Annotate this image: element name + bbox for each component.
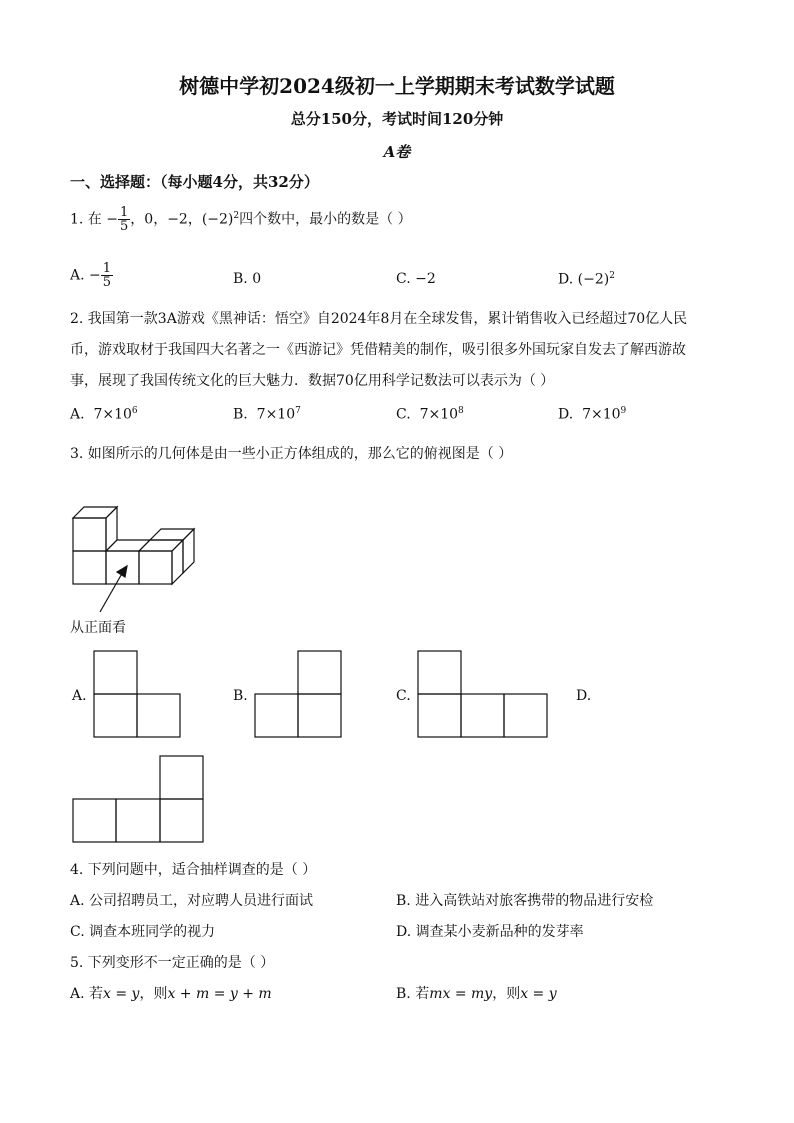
q3-stem: 3. 如图所示的几何体是由一些小正方体组成的，那么它的俯视图是（ ） [70,446,513,462]
q2-opt-b-exp: 7 [295,406,301,416]
q2-line-3: 事，展现了我国传统文化的巨大魅力．数据70亿用科学记数法可以表示为（ ） [70,373,555,389]
section-heading: 一、选择题：（每小题4分，共32分） [70,173,319,191]
q1-opt-a-den: 5 [102,275,112,290]
exam-info: 总分150分，考试时间120分钟 [290,110,504,128]
q5-stem: 5. 下列变形不一定正确的是（ ） [70,955,275,971]
q2-opt-a-base: 7×10 [93,406,132,423]
opt-d-square [160,799,203,842]
q4-stem: 4. 下列问题中，适合抽样调查的是（ ） [70,862,317,878]
q5-opt-a-mid: ，则 [139,986,168,1002]
q4-option-a: A. 公司招聘员工，对应聘人员进行面试 [70,893,314,909]
q3-caption: 从正面看 [70,620,126,636]
q2-opt-c-base: 7×10 [419,406,459,423]
q1-opt-d-base: (−2) [577,271,610,288]
q1-opt-a-num: 1 [102,261,112,276]
volume-label: A卷 [383,143,411,161]
q2-opt-d-exp: 9 [620,406,627,416]
q2-line-1: 2. 我国第一款3A游戏《黑神话：悟空》自2024年8月在全球发售，累计销售收入已经超过70亿人民 [70,311,688,327]
q4-option-b: B. 进入高铁站对旅客携带的物品进行安检 [396,893,654,909]
q3-option-d-label: D. [576,688,592,704]
q2-opt-b-base: 7×10 [256,406,296,423]
opt-d-square [116,799,160,842]
opt-d-square [73,799,116,842]
q2-opt-a-exp: 6 [131,406,138,416]
q5-opt-b-mid: ，则 [492,986,521,1002]
q5-option-b [396,983,557,1003]
q1-mid: ，0，−2， [130,211,202,228]
q5-opt-b-cond: mx = my [429,986,493,1002]
q1-power-exp: 2 [233,210,240,221]
q1-neg-sign: − [106,211,118,228]
q2-opt-c-label: C. [396,406,411,423]
page-title: 树德中学初2024级初一上学期期末考试数学试题 [179,74,615,98]
q5-opt-a-result: x + m = y + m [167,986,272,1002]
q5-opt-b-result: x = y [520,986,557,1002]
q5-opt-a-label: A. 若 [70,986,104,1002]
q1-frac-den: 5 [120,219,129,234]
q3-option-a-label: A. [72,688,87,704]
q5-opt-a-cond: x = y [103,986,140,1002]
q1-option-b: B. 0 [233,271,262,287]
q2-opt-d-base: 7×10 [582,406,621,423]
q5-option-a [70,983,272,1003]
q1-frac-num: 1 [120,205,129,220]
q2-opt-b-label: B. [233,406,248,423]
q1-option-c: C. −2 [396,271,436,287]
q5-opt-b-label: B. 若 [396,986,430,1002]
q3-option-c-label: C. [396,688,411,704]
q1-prefix: 1. 在 [70,211,102,228]
q1-suffix: 四个数中，最小的数是（ ） [239,211,412,228]
q1-power-base: (−2) [201,211,234,228]
q4-option-d: D. 调查某小麦新品种的发芽率 [396,924,584,940]
q1-opt-d-label: D. [558,271,574,288]
q2-opt-d-label: D. [558,406,574,423]
q2-opt-c-exp: 8 [458,406,464,416]
q1-opt-a-neg: − [89,267,101,284]
q4-option-c: C. 调查本班同学的视力 [70,924,216,940]
q1-opt-a-label: A. [70,267,85,284]
q3-option-b-label: B. [233,688,248,704]
q2-opt-a-label: A. [70,406,85,423]
q1-opt-d-exp: 2 [609,271,615,281]
opt-d-square [160,756,203,799]
q2-line-2: 币，游戏取材于我国四大名著之一《西游记》凭借精美的制作，吸引很多外国玩家自发去了解西游故 [70,342,686,358]
